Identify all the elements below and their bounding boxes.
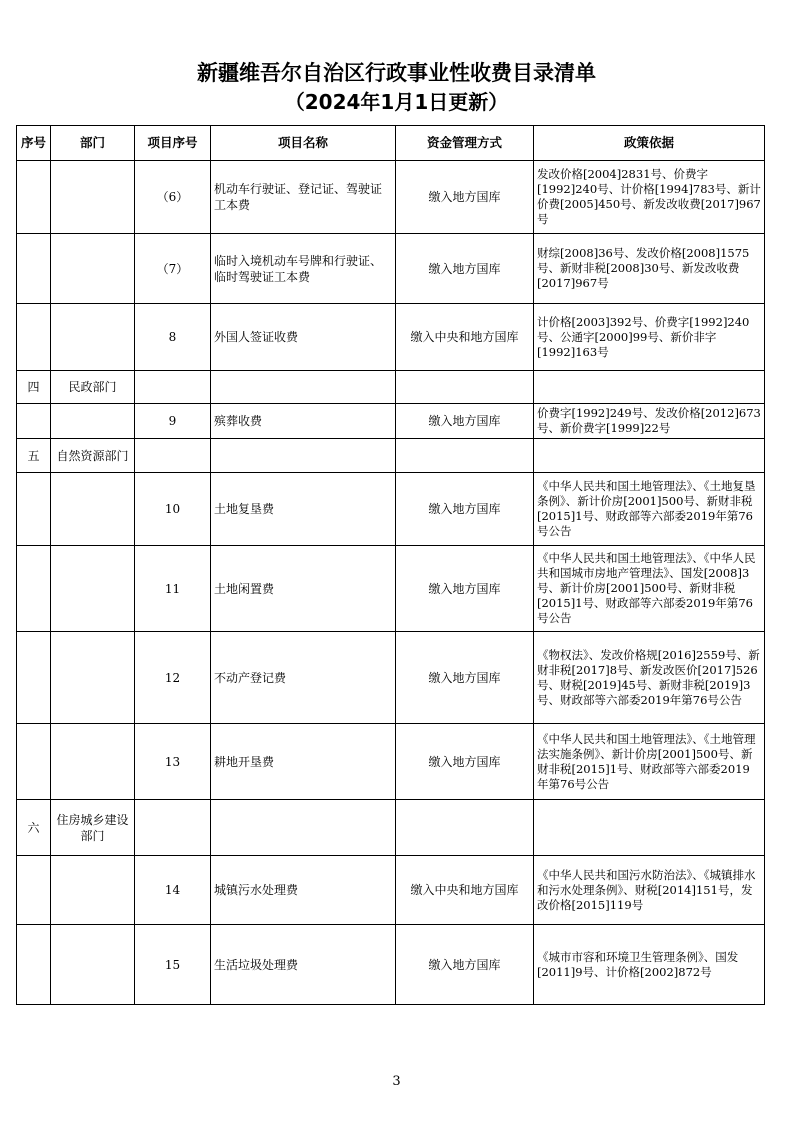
cell-dept [51, 925, 135, 1005]
cell-no [17, 856, 51, 925]
cell-no [17, 632, 51, 724]
header-policy: 政策依据 [534, 126, 765, 161]
cell-fund: 缴入地方国库 [396, 404, 534, 439]
cell-dept [51, 473, 135, 546]
table-row [17, 439, 765, 473]
cell-dept: 自然资源部门 [51, 439, 135, 473]
cell-no [17, 724, 51, 800]
cell-item-no: 12 [135, 632, 211, 724]
table-row [17, 234, 765, 304]
cell-policy [534, 800, 765, 856]
cell-policy: 《物权法》、发改价格规[2016]2559号、新财非税[2017]8号、新发改医价[2017]526号、财税[2019]45号、新财非税[2019]3号、财政部等六部委2019年第76号公告 [534, 632, 765, 724]
cell-fund: 缴入中央和地方国库 [396, 856, 534, 925]
cell-item-no: （7） [135, 234, 211, 304]
cell-no [17, 404, 51, 439]
cell-item-no [135, 371, 211, 404]
header-item-no: 项目序号 [135, 126, 211, 161]
cell-item-no: （6） [135, 161, 211, 234]
cell-dept [51, 856, 135, 925]
cell-no [17, 925, 51, 1005]
cell-policy [534, 439, 765, 473]
cell-policy [534, 371, 765, 404]
cell-no: 五 [17, 439, 51, 473]
cell-policy: 《中华人民共和国土地管理法》、《中华人民共和国城市房地产管理法》、国发[2008]3号、新计价房[2001]500号、新财非税[2015]1号、财政部等六部委2019年第76号公告 [534, 546, 765, 632]
cell-policy: 《城市市容和环境卫生管理条例》、国发[2011]9号、计价格[2002]872号 [534, 925, 765, 1005]
cell-no [17, 234, 51, 304]
cell-item-no: 14 [135, 856, 211, 925]
cell-dept [51, 234, 135, 304]
cell-policy: 发改价格[2004]2831号、价费字[1992]240号、计价格[1994]783号、新计价费[2005]450号、新发改收费[2017]967号 [534, 161, 765, 234]
table-row [17, 404, 765, 439]
cell-no: 六 [17, 800, 51, 856]
cell-policy: 《中华人民共和国土地管理法》、《土地管理法实施条例》、新计价房[2001]500号、新财非税[2015]1号、财政部等六部委2019年第76号公告 [534, 724, 765, 800]
cell-dept [51, 161, 135, 234]
table-row [17, 925, 765, 1005]
cell-name: 城镇污水处理费 [211, 856, 396, 925]
table-row [17, 371, 765, 404]
cell-fund: 缴入中央和地方国库 [396, 304, 534, 371]
cell-fund: 缴入地方国库 [396, 724, 534, 800]
cell-item-no: 8 [135, 304, 211, 371]
cell-name [211, 800, 396, 856]
cell-policy: 计价格[2003]392号、价费字[1992]240号、公通字[2000]99号、新价非字[1992]163号 [534, 304, 765, 371]
fee-table [16, 125, 765, 1005]
cell-item-no: 9 [135, 404, 211, 439]
cell-fund: 缴入地方国库 [396, 632, 534, 724]
cell-fund [396, 800, 534, 856]
table-row [17, 632, 765, 724]
cell-policy: 《中华人民共和国土地管理法》、《土地复垦条例》、新计价房[2001]500号、新财非税[2015]1号、财政部等六部委2019年第76号公告 [534, 473, 765, 546]
cell-item-no: 10 [135, 473, 211, 546]
table-row [17, 856, 765, 925]
cell-no: 四 [17, 371, 51, 404]
cell-item-no: 15 [135, 925, 211, 1005]
cell-fund: 缴入地方国库 [396, 925, 534, 1005]
table-row [17, 546, 765, 632]
cell-dept: 住房城乡建设部门 [51, 800, 135, 856]
cell-name: 殡葬收费 [211, 404, 396, 439]
page-number: 3 [392, 1074, 401, 1089]
cell-item-no [135, 800, 211, 856]
cell-no [17, 304, 51, 371]
cell-name: 不动产登记费 [211, 632, 396, 724]
cell-no [17, 161, 51, 234]
header-no: 序号 [17, 126, 51, 161]
cell-fund: 缴入地方国库 [396, 234, 534, 304]
table-row [17, 304, 765, 371]
table-row [17, 473, 765, 546]
cell-fund: 缴入地方国库 [396, 546, 534, 632]
cell-no [17, 473, 51, 546]
table-row [17, 800, 765, 856]
table-header-row [17, 126, 765, 161]
cell-name: 土地复垦费 [211, 473, 396, 546]
table-row [17, 161, 765, 234]
cell-policy: 《中华人民共和国污水防治法》、《城镇排水和污水处理条例》、财税[2014]151号，发改价格[2015]119号 [534, 856, 765, 925]
cell-name: 生活垃圾处理费 [211, 925, 396, 1005]
cell-item-no: 13 [135, 724, 211, 800]
cell-policy: 财综[2008]36号、发改价格[2008]1575号、新财非税[2008]30号、新发改收费[2017]967号 [534, 234, 765, 304]
cell-dept [51, 632, 135, 724]
cell-fund: 缴入地方国库 [396, 161, 534, 234]
header-fund: 资金管理方式 [396, 126, 534, 161]
cell-dept [51, 304, 135, 371]
cell-dept [51, 724, 135, 800]
cell-dept [51, 404, 135, 439]
cell-item-no [135, 439, 211, 473]
cell-name [211, 371, 396, 404]
cell-fund: 缴入地方国库 [396, 473, 534, 546]
cell-name: 土地闲置费 [211, 546, 396, 632]
cell-name: 外国人签证收费 [211, 304, 396, 371]
cell-no [17, 546, 51, 632]
cell-name [211, 439, 396, 473]
document-title: 新疆维吾尔自治区行政事业性收费目录清单 [197, 61, 596, 85]
cell-policy: 价费字[1992]249号、发改价格[2012]673号、新价费字[1999]22号 [534, 404, 765, 439]
cell-item-no: 11 [135, 546, 211, 632]
header-name: 项目名称 [211, 126, 396, 161]
cell-dept [51, 546, 135, 632]
cell-fund [396, 439, 534, 473]
cell-dept: 民政部门 [51, 371, 135, 404]
cell-fund [396, 371, 534, 404]
cell-name: 耕地开垦费 [211, 724, 396, 800]
cell-name: 机动车行驶证、登记证、驾驶证工本费 [211, 161, 396, 234]
header-dept: 部门 [51, 126, 135, 161]
table-row [17, 724, 765, 800]
document-subtitle: （2024年1月1日更新） [284, 90, 509, 114]
cell-name: 临时入境机动车号牌和行驶证、临时驾驶证工本费 [211, 234, 396, 304]
